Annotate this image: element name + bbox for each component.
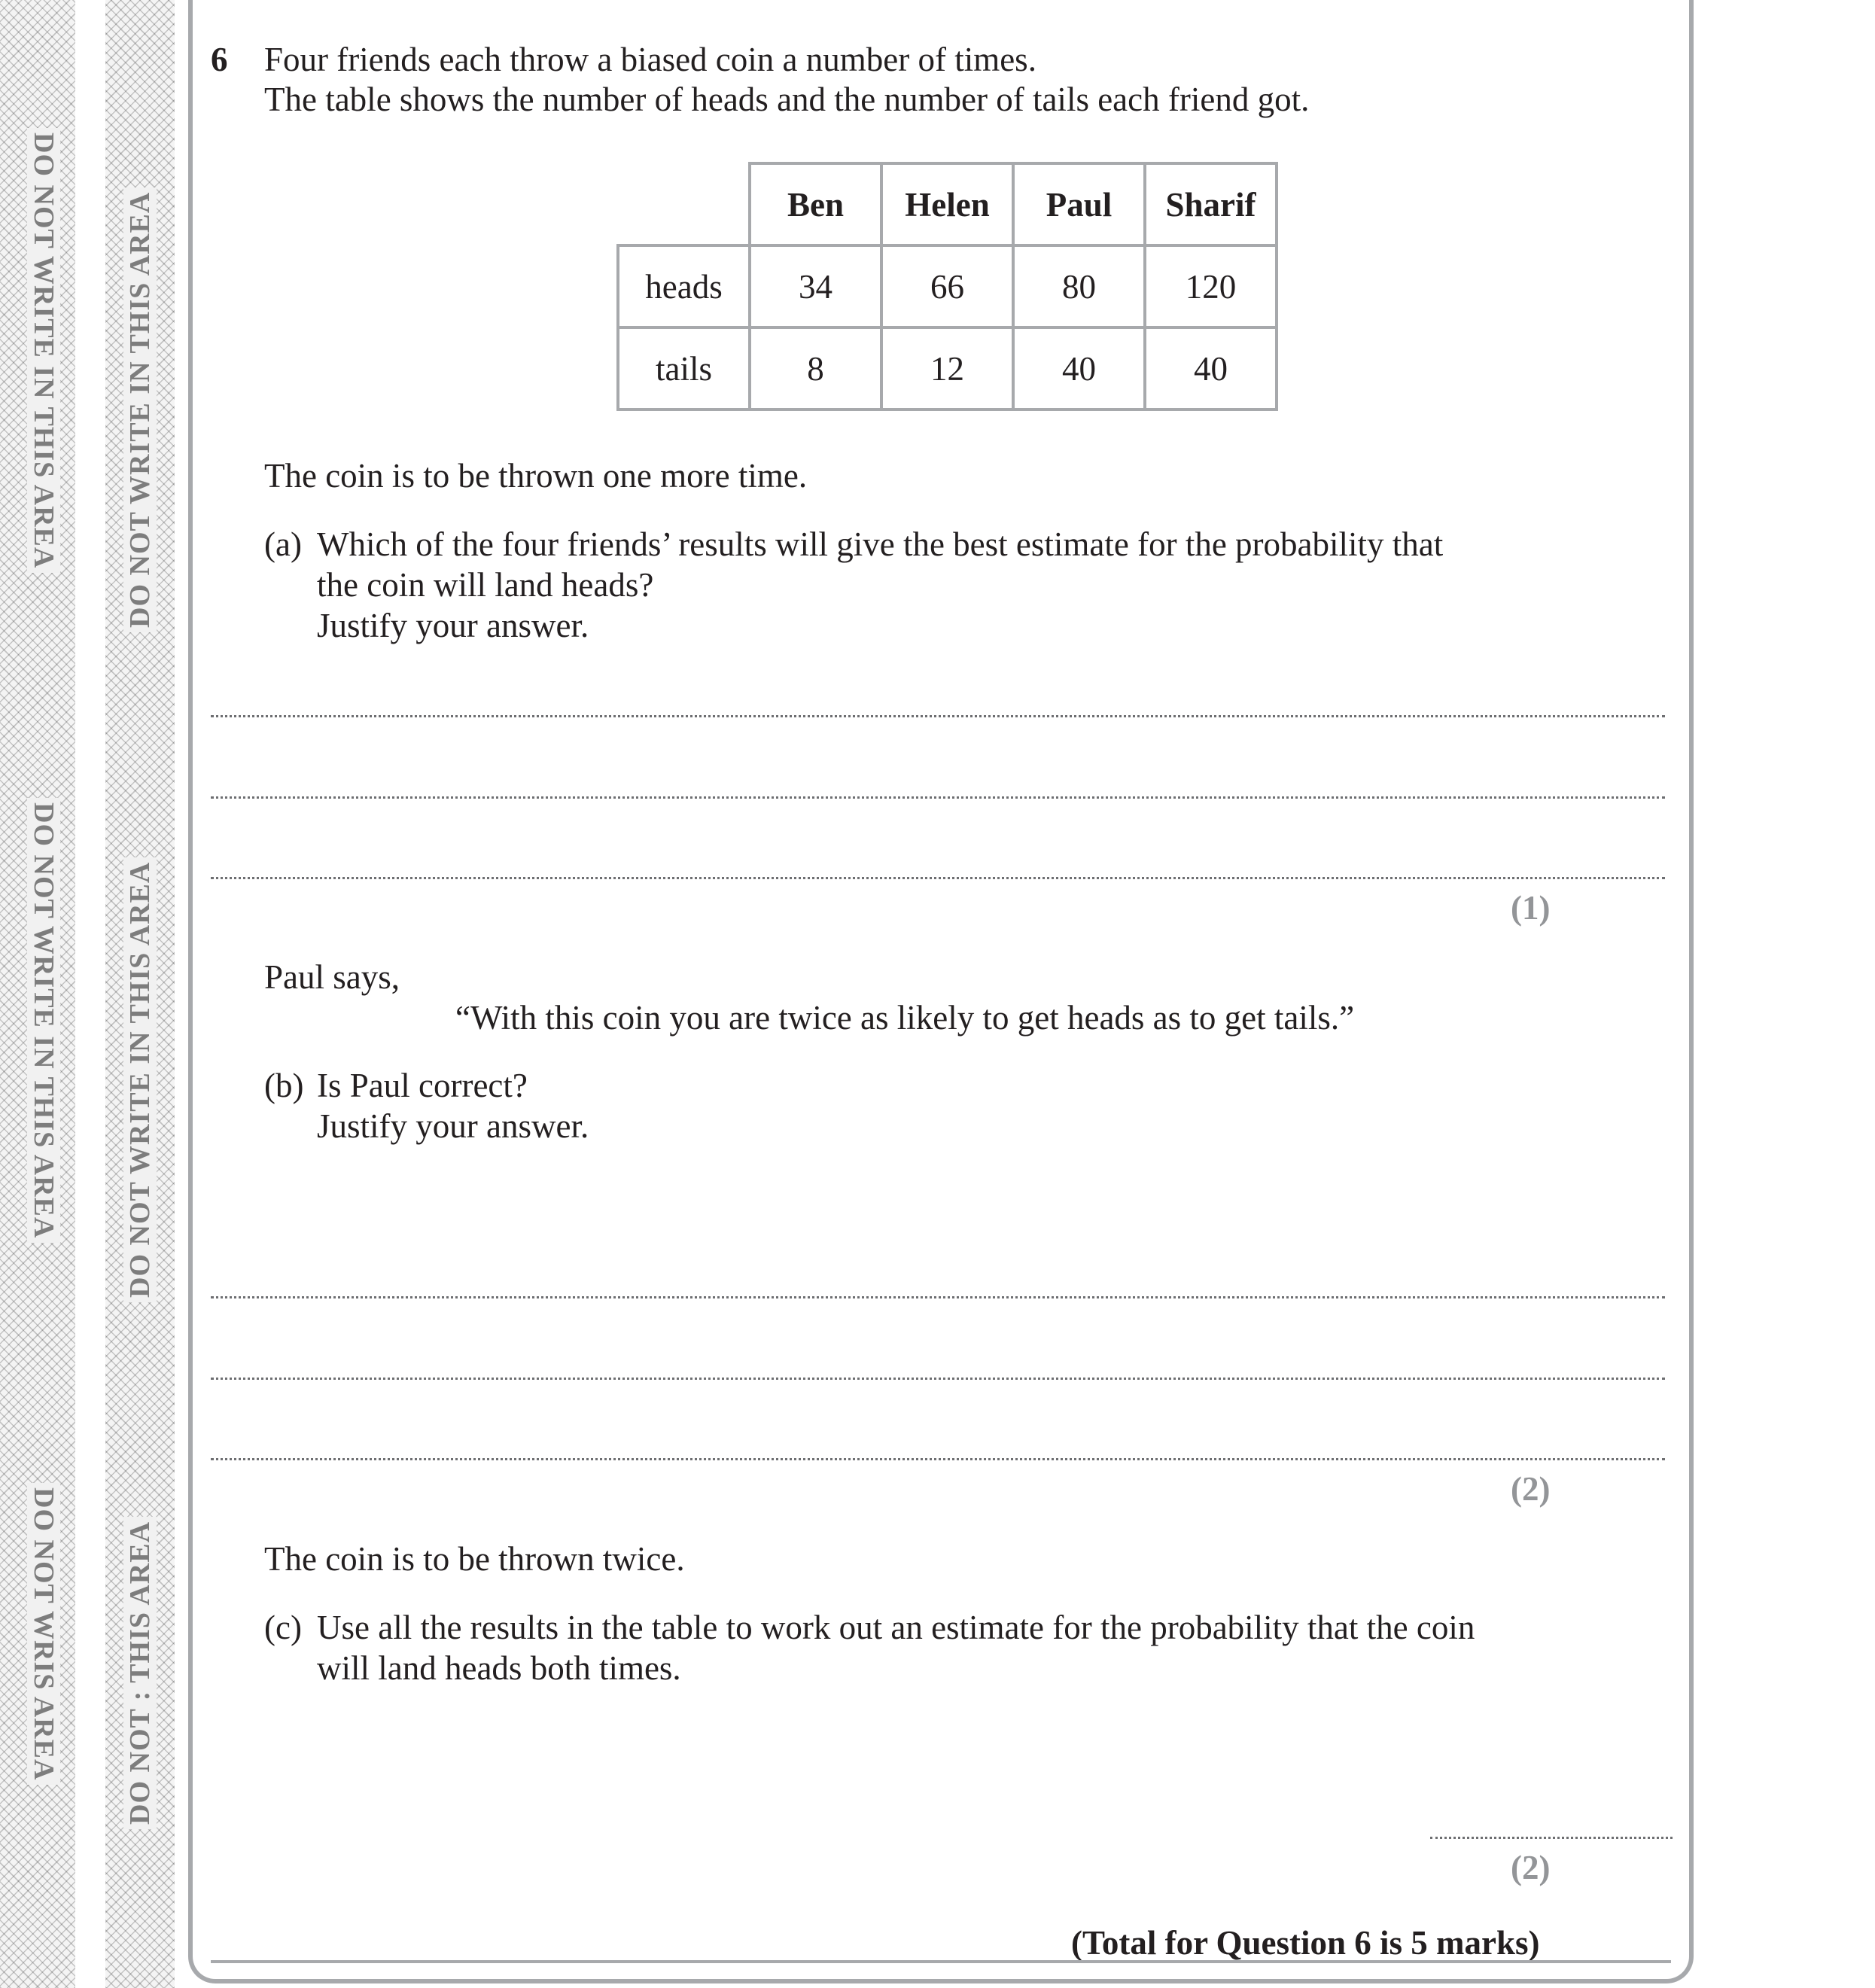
table-cell: 12: [881, 327, 1013, 409]
question-number: 6: [211, 41, 228, 78]
table-cell: 66: [881, 245, 1013, 327]
table-header-cell: Sharif: [1145, 163, 1277, 245]
part-a-text: the coin will land heads?: [317, 566, 654, 604]
table-cell: 80: [1013, 245, 1145, 327]
table-row: [618, 245, 1277, 327]
part-b-text: Is Paul correct?: [317, 1067, 528, 1104]
table-header-cell: Helen: [881, 163, 1013, 245]
table-cell: 34: [750, 245, 881, 327]
part-b-text: Justify your answer.: [317, 1107, 589, 1145]
margin-warning-text: DO NOT WRITE IN THIS AREA: [27, 798, 60, 1243]
margin-warning-text: DO NOT WRIS AREA: [27, 1483, 60, 1785]
part-a-label: (a): [264, 525, 302, 563]
answer-line-b[interactable]: [211, 1458, 1665, 1460]
marks-c: (2): [1511, 1849, 1551, 1886]
part-b-label: (b): [264, 1067, 304, 1104]
table-header-cell: Ben: [750, 163, 881, 245]
marks-b: (2): [1511, 1470, 1551, 1508]
answer-line-a[interactable]: [211, 715, 1665, 717]
table-cell: 120: [1145, 245, 1277, 327]
table-cell: 8: [750, 327, 881, 409]
table-row-label: tails: [618, 327, 750, 409]
table-row: [618, 327, 1277, 409]
margin-warning-text: DO NOT WRITE IN THIS AREA: [123, 187, 157, 632]
results-table: [616, 162, 1278, 411]
table-cell: 40: [1013, 327, 1145, 409]
table-row-label: heads: [618, 245, 750, 327]
total-rule: [211, 1960, 1671, 1963]
question-intro-line: Four friends each throw a biased coin a number of times.: [264, 41, 1036, 78]
part-c-text: Use all the results in the table to work out an estimate for the probability that the coin: [317, 1609, 1475, 1646]
table-header-row: [618, 163, 1277, 245]
total-marks: (Total for Question 6 is 5 marks): [1071, 1924, 1540, 1962]
table-corner-cell: [618, 163, 750, 245]
statement-thrown-twice: The coin is to be thrown twice.: [264, 1540, 685, 1578]
answer-line-a[interactable]: [211, 796, 1665, 799]
part-c-text: will land heads both times.: [317, 1649, 681, 1687]
margin-warning-text: DO NOT WRITE IN THIS AREA: [123, 857, 157, 1302]
question-intro-line: The table shows the number of heads and the number of tails each friend got.: [264, 81, 1310, 118]
table-cell: 40: [1145, 327, 1277, 409]
answer-line-c[interactable]: [1430, 1837, 1673, 1839]
answer-line-b[interactable]: [211, 1378, 1665, 1380]
part-a-text: Which of the four friends’ results will give the best estimate for the probability that: [317, 525, 1444, 563]
paul-quote: “With this coin you are twice as likely to get heads as to get tails.”: [455, 999, 1355, 1037]
part-c-label: (c): [264, 1609, 302, 1646]
answer-line-a[interactable]: [211, 877, 1665, 879]
marks-a: (1): [1511, 889, 1551, 927]
table-header-cell: Paul: [1013, 163, 1145, 245]
margin-warning-text: DO NOT WRITE IN THIS AREA: [27, 128, 60, 573]
answer-line-b[interactable]: [211, 1296, 1665, 1298]
part-a-text: Justify your answer.: [317, 607, 589, 644]
margin-warning-text: DO NOT : THIS AREA: [123, 1517, 157, 1829]
statement-one-more-throw: The coin is to be thrown one more time.: [264, 457, 808, 495]
paul-says: Paul says,: [264, 958, 400, 996]
